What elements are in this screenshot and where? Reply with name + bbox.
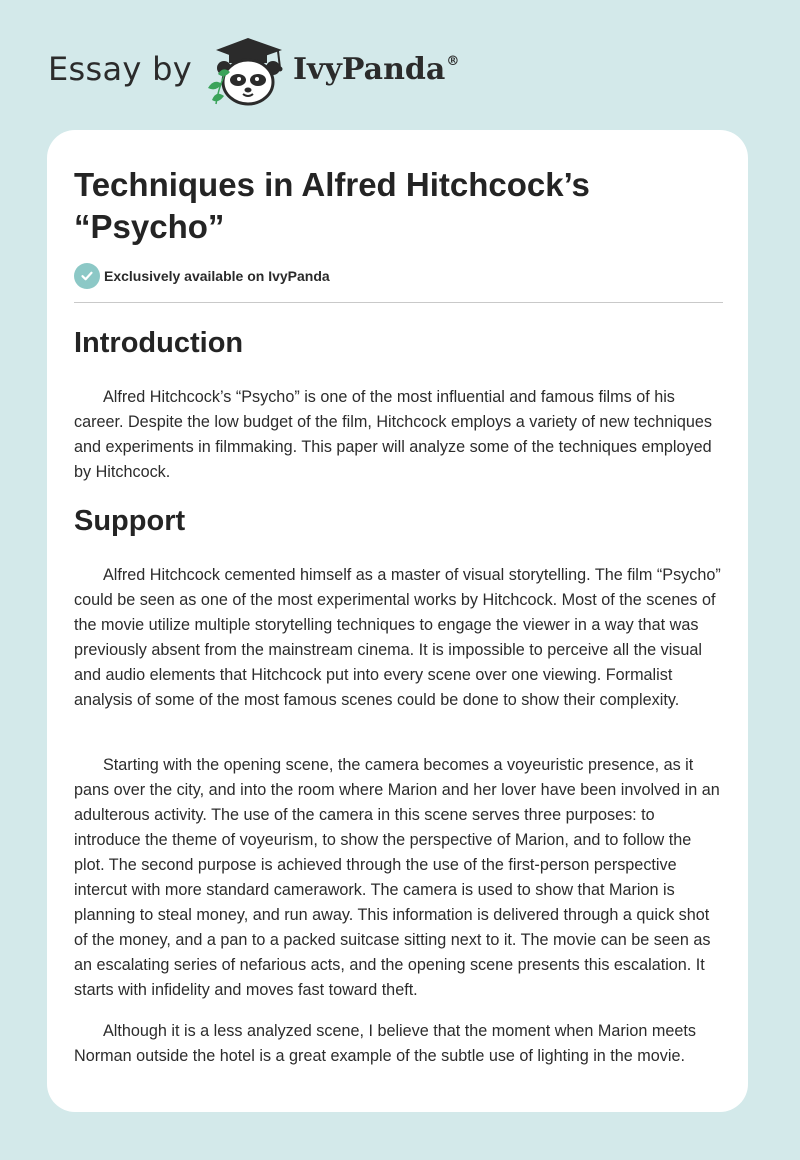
paragraph: Starting with the opening scene, the camera becomes a voyeuristic presence, as it pans over the city, and into the room where Marion and her lover have been involved in an adulterous activity. The use of the camera in this scene serves three purposes: to introduce the theme of voyeurism, to show the perspective of Marion, and to follow the plot. The second purpose is achieved through the use of the first-person perspective intercut with more standard camerawork. The camera is used to show that Marion is planning to steal money, and run away. This information is delivered through a quick shot of the money, and a pan to a packed suitcase sitting next to it. The movie can be seen as an escalating series of nefarious acts, and the opening scene presents this escalation. It starts with infidelity and moves fast toward theft. [74, 756, 720, 999]
essay-card [47, 130, 748, 1112]
registered-mark: ® [446, 54, 460, 69]
section-heading-support: Support [74, 505, 186, 537]
exclusive-badge [74, 262, 330, 290]
paragraph: Although it is a less analyzed scene, I believe that the moment when Marion meets Norman outside the hotel is a great example of the subtle use of lighting in the movie. [74, 1022, 696, 1065]
essay-by-label: Essay by [48, 50, 192, 88]
title-divider [74, 302, 723, 303]
page-title: Techniques in Alfred Hitchcock’s “Psycho” [74, 166, 590, 245]
section-heading-introduction: Introduction [74, 327, 244, 359]
brand-name[interactable]: IvyPanda® [293, 52, 460, 87]
site-header [48, 32, 498, 112]
check-icon [74, 263, 100, 289]
exclusive-badge-text: Exclusively available on IvyPanda [104, 268, 330, 284]
paragraph: Alfred Hitchcock’s “Psycho” is one of the most influential and famous films of his career. Despite the low budget of the film, Hitchcock employs a variety of new techniques and experiments in filmmaking. This paper will analyze some of the techniques employed by Hitchcock. [74, 388, 712, 481]
ivypanda-logo-icon[interactable] [202, 34, 294, 108]
paragraph: Alfred Hitchcock cemented himself as a master of visual storytelling. The film “Psycho” could be seen as one of the most experimental works by Hitchcock. Most of the scenes of the movie utilize multiple storytelling techniques to engage the viewer in a way that was previously absent from the mainstream cinema. It is impossible to perceive all the visual and audio elements that Hitchcock put into every scene over one viewing. Formalist analysis of some of the most famous scenes could be done to show their complexity. [74, 566, 721, 709]
